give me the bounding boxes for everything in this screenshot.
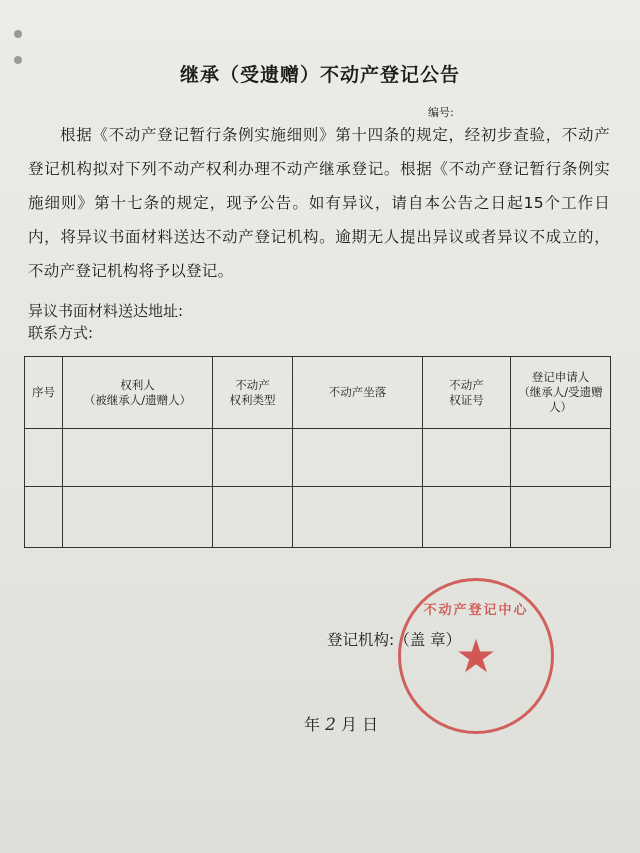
notice-paragraph: 根据《不动产登记暂行条例实施细则》第十四条的规定，经初步查验，不动产登记机构拟对下列不动产权利办理不动产继承登记。根据《不动产登记暂行条例实施细则》第十七条的规定，现予公告。如有异议，请自本公告之日起15个工作日内，将异议书面材料送达不动产登记机构。逾期无人提出异议或者异议不成立的，不动产登记机构将予以登记。 [28,126,610,280]
table-cell [25,429,63,487]
address-line [28,300,183,321]
table-cell [293,429,423,487]
seal-text: 不动产登记中心 [423,603,529,618]
header-cell: 不动产 权证号 [423,357,511,429]
official-seal [398,578,554,734]
date-line [304,712,378,735]
header-cell: 权利人 （被继承人/遗赠人） [63,357,213,429]
table-cell [213,429,293,487]
date-day-suffix: 日 [362,715,379,734]
contact-label: 联系方式: [28,324,94,342]
table-cell [293,487,423,548]
table-cell [213,487,293,548]
table-cell [511,429,611,487]
punch-hole [14,30,22,38]
notice-title: 继承（受遗赠）不动产登记公告 [179,64,460,86]
notice-number-label: 编号: [428,106,454,119]
seal-star-icon: ★ [455,629,497,683]
registration-org-line: 登记机构:（盖 章） [327,631,462,649]
registration-table [24,356,611,548]
table-cell [63,429,213,487]
date-month: 2 [325,715,336,735]
header-cell: 序号 [25,357,63,429]
table-header-row [25,357,611,429]
header-cell: 不动产坐落 [293,357,423,429]
date-year-suffix: 年 [304,715,321,734]
table-cell [423,487,511,548]
table-cell [25,487,63,548]
address-label: 异议书面材料送达地址: [28,302,184,320]
header-cell: 登记申请人 （继承人/受遗赠 人） [511,357,611,429]
contact-line [28,322,93,343]
table-cell [423,429,511,487]
table-cell [511,487,611,548]
table-row [25,487,611,548]
header-cell: 不动产 权利类型 [213,357,293,429]
table-cell [63,487,213,548]
date-month-suffix: 月 [341,715,358,734]
table-row [25,429,611,487]
